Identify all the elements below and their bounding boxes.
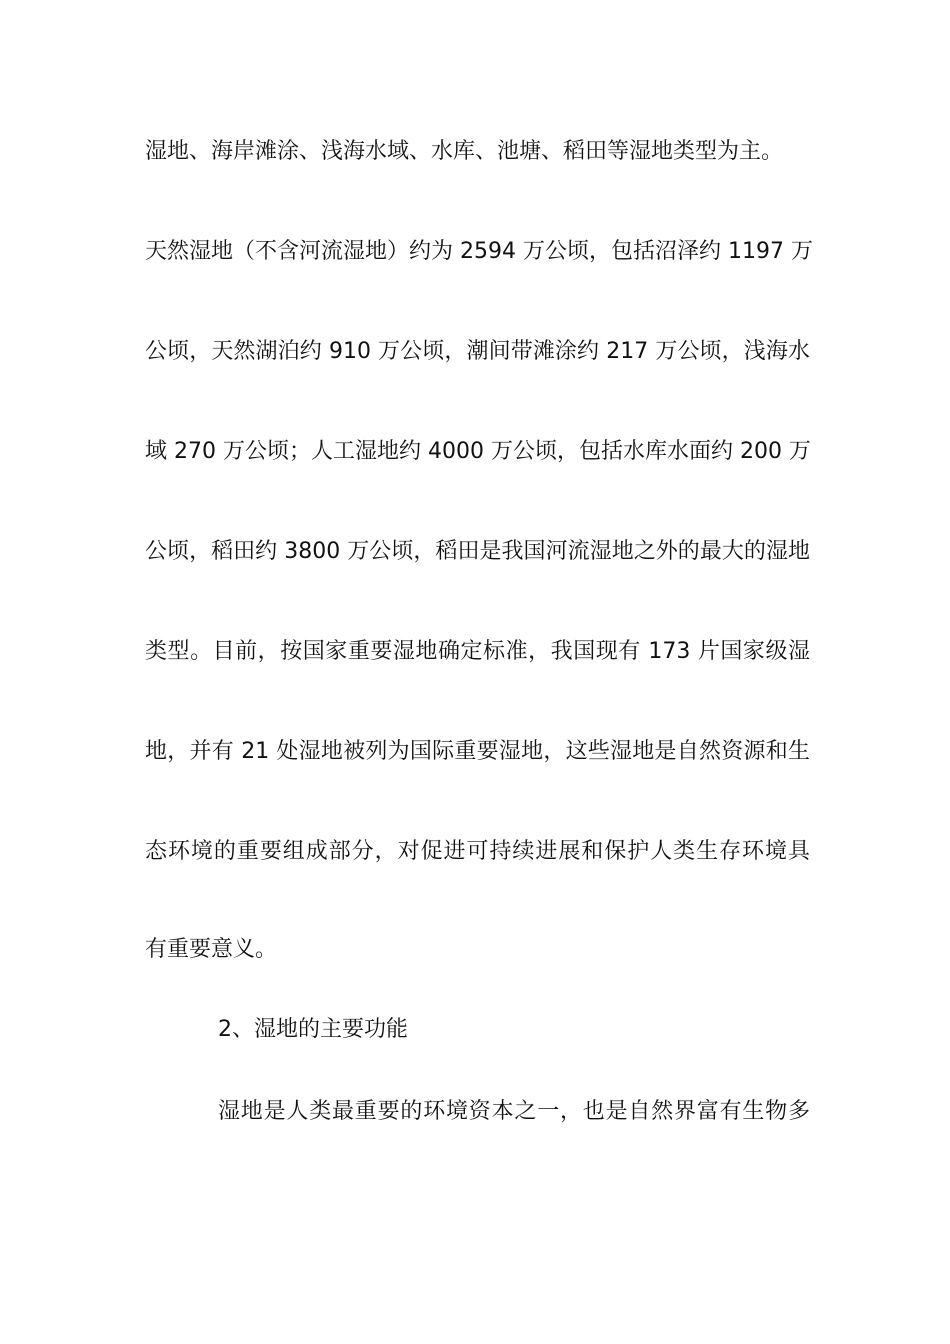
paragraph-line: 类型。目前，按国家重要湿地确定标准，我国现有 173 片国家级湿	[145, 639, 810, 664]
paragraph-line: 公顷，稻田约 3800 万公顷，稻田是我国河流湿地之外的最大的湿地	[145, 539, 810, 564]
paragraph-line: 有重要意义。	[145, 937, 278, 962]
paragraph-line: 天然湿地（不含河流湿地）约为 2594 万公顷，包括沼泽约 1197 万	[145, 239, 813, 264]
paragraph-line: 态环境的重要组成部分，对促进可持续进展和保护人类生存环境具	[145, 839, 810, 864]
paragraph-line: 地，并有 21 处湿地被列为国际重要湿地，这些湿地是自然资源和生	[145, 739, 810, 764]
section-heading: 2、湿地的主要功能	[218, 1017, 408, 1042]
paragraph-line: 湿地是人类最重要的环境资本之一，也是自然界富有生物多	[218, 1099, 810, 1124]
paragraph-line: 湿地、海岸滩涂、浅海水域、水库、池塘、稻田等湿地类型为主。	[145, 139, 784, 164]
paragraph-line: 域 270 万公顷；人工湿地约 4000 万公顷，包括水库水面约 200 万	[145, 439, 811, 464]
paragraph-line: 公顷，天然湖泊约 910 万公顷，潮间带滩涂约 217 万公顷，浅海水	[145, 339, 810, 364]
